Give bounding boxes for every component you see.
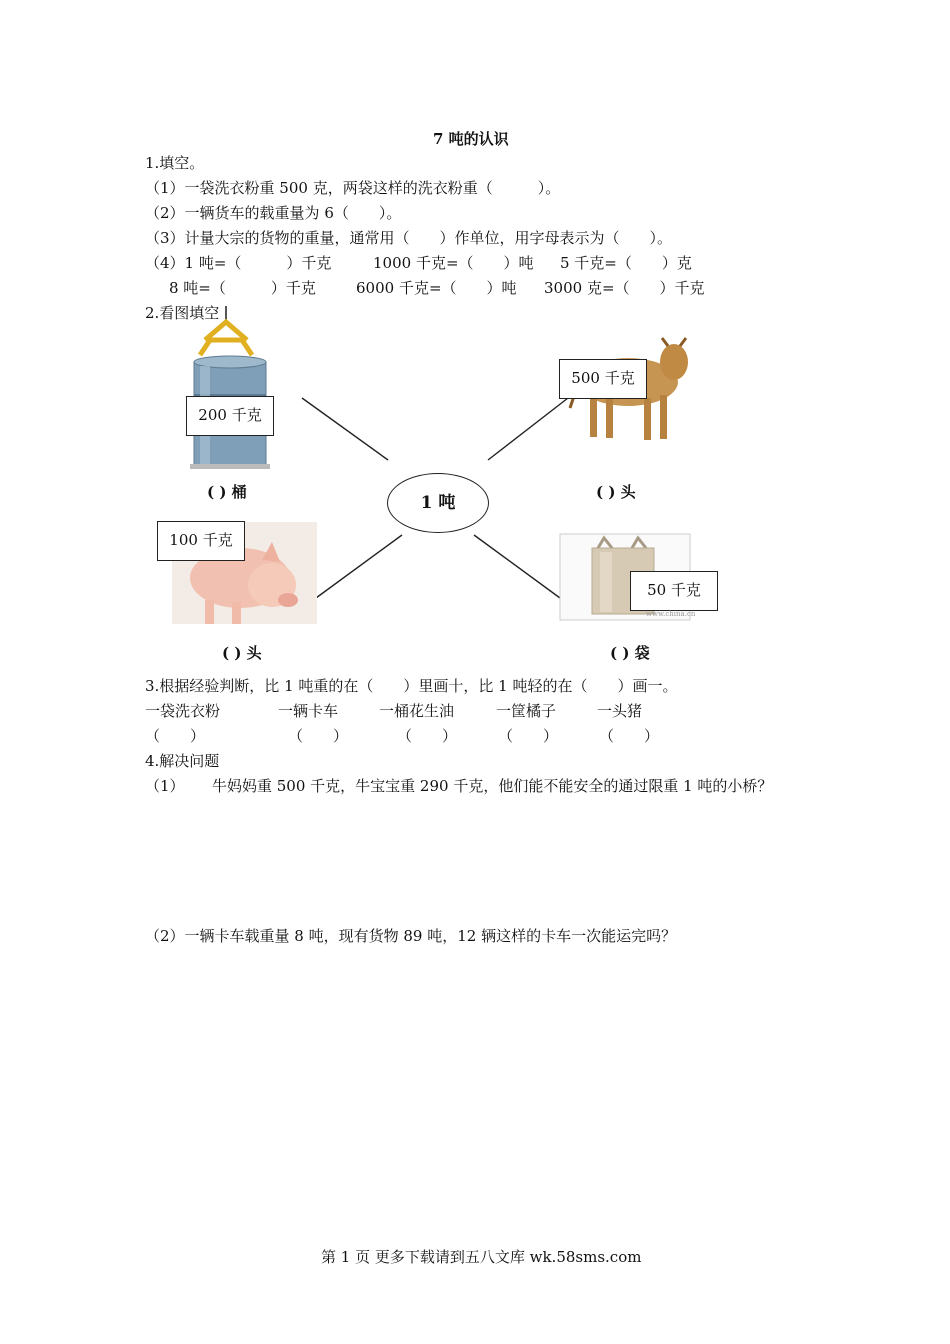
- q3-blank-2: （ ）: [288, 727, 349, 745]
- page-footer: 第 1 页 更多下载请到五八文库 wk.58sms.com: [321, 1248, 642, 1266]
- q4-heading: 4.解决问题: [145, 752, 220, 770]
- q3-blank-4: （ ）: [498, 727, 559, 745]
- q3-item-1: 一袋洗衣粉: [145, 702, 221, 720]
- q2-heading: 2.看图填空: [145, 304, 220, 322]
- bag-weight-label: 50 千克: [630, 571, 718, 611]
- connector-bag: [474, 535, 560, 598]
- q3-item-5: 一头猪: [597, 702, 643, 720]
- connector-barrel: [302, 398, 388, 460]
- q4-problem-2: （2）一辆卡车载重量 8 吨，现有货物 89 吨，12 辆这样的卡车一次能运完吗？: [145, 927, 677, 945]
- q1-item-3: （3）计量大宗的货物的重量，通常用（ ）作单位，用字母表示为（ ）。: [145, 229, 673, 247]
- q1-item-1: （1）一袋洗衣粉重 500 克，两袋这样的洗衣粉重（ ）。: [145, 179, 561, 197]
- q3-item-4: 一筐橘子: [496, 702, 557, 720]
- pig-weight-label: 100 千克: [157, 521, 245, 561]
- bag-caption: ( ) 袋: [610, 644, 650, 662]
- bag-watermark: www.china.cn: [646, 610, 696, 618]
- q3-blank-3: （ ）: [397, 727, 458, 745]
- barrel-caption: ( ) 桶: [207, 483, 247, 501]
- cow-caption: ( ) 头: [596, 483, 636, 501]
- q1-row5-a: 8 吨=（ ）千克: [169, 279, 316, 297]
- q1-heading: 1.填空。: [145, 154, 205, 172]
- q1-row4-a: （4）1 吨=（ ）千克: [145, 254, 332, 272]
- q1-row4-c: 5 千克=（ ）克: [560, 254, 692, 272]
- connector-pig: [316, 535, 402, 598]
- center-oval: 1 吨: [387, 473, 489, 533]
- q1-item-2: （2）一辆货车的载重量为 6（ ）。: [145, 204, 402, 222]
- barrel-weight-label: 200 千克: [186, 396, 274, 436]
- q3-blank-1: （ ）: [145, 727, 206, 745]
- q3-item-2: 一辆卡车: [278, 702, 339, 720]
- q3-item-3: 一桶花生油: [379, 702, 455, 720]
- q1-row5-c: 3000 克=（ ）千克: [544, 279, 705, 297]
- barrel-image: [190, 306, 270, 469]
- q3-blank-5: （ ）: [599, 727, 660, 745]
- q4-problem-1: 牛妈妈重 500 千克，牛宝宝重 290 千克，他们能不能安全的通过限重 1 吨的小桥？: [212, 777, 773, 795]
- cow-weight-label: 500 千克: [559, 359, 647, 399]
- pig-caption: ( ) 头: [222, 644, 262, 662]
- q3-heading: 3.根据经验判断，比 1 吨重的在（ ）里画十，比 1 吨轻的在（ ）画一。: [145, 677, 678, 695]
- q1-row4-b: 1000 千克=（ ）吨: [373, 254, 534, 272]
- q1-row5-b: 6000 千克=（ ）吨: [356, 279, 517, 297]
- connector-cow: [488, 398, 568, 460]
- q4-problem-1-number: （1）: [145, 777, 185, 795]
- page-title: 7 吨的认识: [433, 130, 509, 148]
